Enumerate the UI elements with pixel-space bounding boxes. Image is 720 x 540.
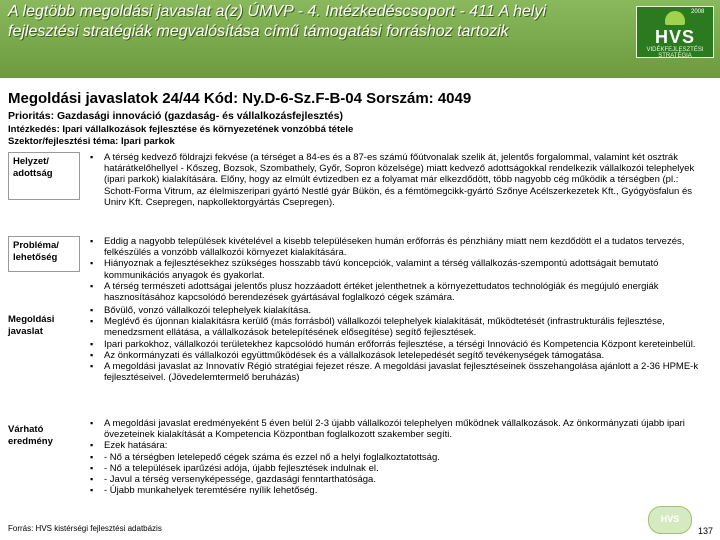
measure-line: Intézkedés: Ipari vállalkozások fejlesztése és környezetének vonzóbbá tétele	[8, 124, 354, 135]
leaf-icon	[665, 11, 685, 25]
hvs-watermark	[648, 506, 692, 534]
list-item: ▪ - Újabb munkahelyek teremtésére nyílik lehetőség.	[88, 485, 700, 496]
label-problema: Probléma/ lehetőség	[8, 236, 80, 272]
list-item: ▪ - Nő a térségben letelepedő cégek száma és ezzel nő a helyi foglalkoztatottság.	[88, 452, 700, 463]
list-problema	[88, 236, 700, 303]
list-item: ▪ Meglévő és újonnan kialakításra kerülő (más forrásból) vállalkozói telephelyek kialakítását, működtetését (infrastrukturális fejlesztése, menedzsment ellátása, a vállalkozások betelepítésének elősegítése) segítő fejlesztések.	[88, 316, 700, 338]
logo-subtitle: VIDÉKFEJLESZTÉSI STRATÉGIA	[646, 47, 704, 59]
list-item: ▪ A térség kedvező földrajzi fekvése (a térséget a 84-es és a 87-es számú főútvonalak szelik át, jelentős forgalommal, valamint két osztrák határátkelőhellyel - Kőszeg, Bozsok, Szombathely, Győr, Sopron közelsége) miatt kedvező adottságokkal rendelkezik vállalkozói telephelyek (ipari parkok) kialakítására. Előny, hogy az elmúlt évtizedben ez a folyamat már elkezdődött, több nagyobb cég működik a térségben (pl.: Schott-Forma Vitrum, az élelmiszeripari gyártó Nestlé gyár Bükön, és a fémtömegcikk-gyártó Szőnye Acélszerkezetek Kft., Gyógyösfalun és Unirv Kft. Csepregen, napkollektorgyártás Csepregen).	[88, 152, 700, 208]
header-title: A legtöbb megoldási javaslat a(z) ÚMVP - 4. Intézkedéscsoport - 411 A helyi fejlesztési stratégiák megvalósítása című támogatási forráshoz tartozik	[8, 3, 547, 40]
list-item: ▪ - Nő a települések iparűzési adója, újabb fejlesztések indulnak el.	[88, 463, 700, 474]
list-item: ▪ Ipari parkokhoz, vállalkozói területekhez kapcsolódó humán erőforrás fejlesztése, a térségi Innováció és Kompetencia Központ kereteinbelül.	[88, 339, 700, 350]
label-eredmeny: Várható eredmény	[8, 424, 53, 447]
priority-line: Prioritás: Gazdasági innováció (gazdaság- és vállalkozásfejlesztés)	[8, 110, 343, 122]
list-eredmeny	[88, 418, 700, 496]
list-helyzet	[88, 152, 700, 208]
list-item: ▪ - Javul a térség versenyképessége, gazdasági fenntarthatósága.	[88, 474, 700, 485]
list-megoldas	[88, 305, 700, 383]
list-item: ▪ A megoldási javaslat az Innovatív Régió stratégiai fejezet része. A megoldási javaslat fejlesztéseinek összehangolása ajánlott a 2-36 HPME-k fejlesztéseivel. (Jövedelemtermelő beruházás)	[88, 361, 700, 383]
list-item: ▪ A megoldási javaslat eredményeként 5 éven belül 2-3 újabb vállalkozói telephelyen működnek vállalkozások. Az önkormányzati újabb ipari övezeteinek kialakítását a Kompetencia Központban foglalkozott szakember segíti.	[88, 418, 700, 440]
list-item: ▪ Ezek hatására:	[88, 440, 700, 451]
sector-line: Szektor/fejlesztési téma: Ipari parkok	[8, 136, 175, 147]
list-item: ▪ A térség természeti adottságai jelentős plusz hozzáadott értéket jelenthetnek a környezettudatos technológiák és megújuló energiák hasznosításához kapcsolódó berendezések gyártásával foglalkozó cégek számára.	[88, 281, 700, 303]
footer-source: Forrás: HVS kistérségi fejlesztési adatbázis	[8, 524, 162, 533]
header-band	[0, 0, 720, 78]
list-item: ▪ Bővülő, vonzó vállalkozói telephelyek kialakítása.	[88, 305, 700, 316]
page-title: Megoldási javaslatok 24/44 Kód: Ny.D-6-Sz.F-B-04 Sorszám: 4049	[8, 90, 472, 107]
logo-text: HVS	[654, 27, 695, 47]
logo-year: 2008	[691, 9, 705, 15]
hvs-logo	[636, 6, 714, 58]
page-number: 137	[698, 526, 714, 536]
label-megoldas: Megoldási javaslat	[8, 314, 55, 337]
label-helyzet: Helyzet/ adottság	[8, 152, 80, 200]
list-item: ▪ Az önkormányzati és vállalkozói együttműködések és a vállalkozások letelepedését segítő tevékenységek támogatása.	[88, 350, 700, 361]
list-item: ▪ Eddig a nagyobb települések kivételével a kisebb településeken humán erőforrás és pénzhiány miatt nem kezdődött el a tudatos tervezés, felkészülés a vonzóbb vállalkozói környezet kialakítására.	[88, 236, 700, 258]
list-item: ▪ Hiányoznak a fejlesztésekhez szükséges hosszabb távú koncepciók, valamint a térség vállalkozás-szempontú adottságait bemutató kommunikációs anyagok és gyakorlat.	[88, 258, 700, 280]
watermark-text: HVS	[660, 514, 680, 524]
